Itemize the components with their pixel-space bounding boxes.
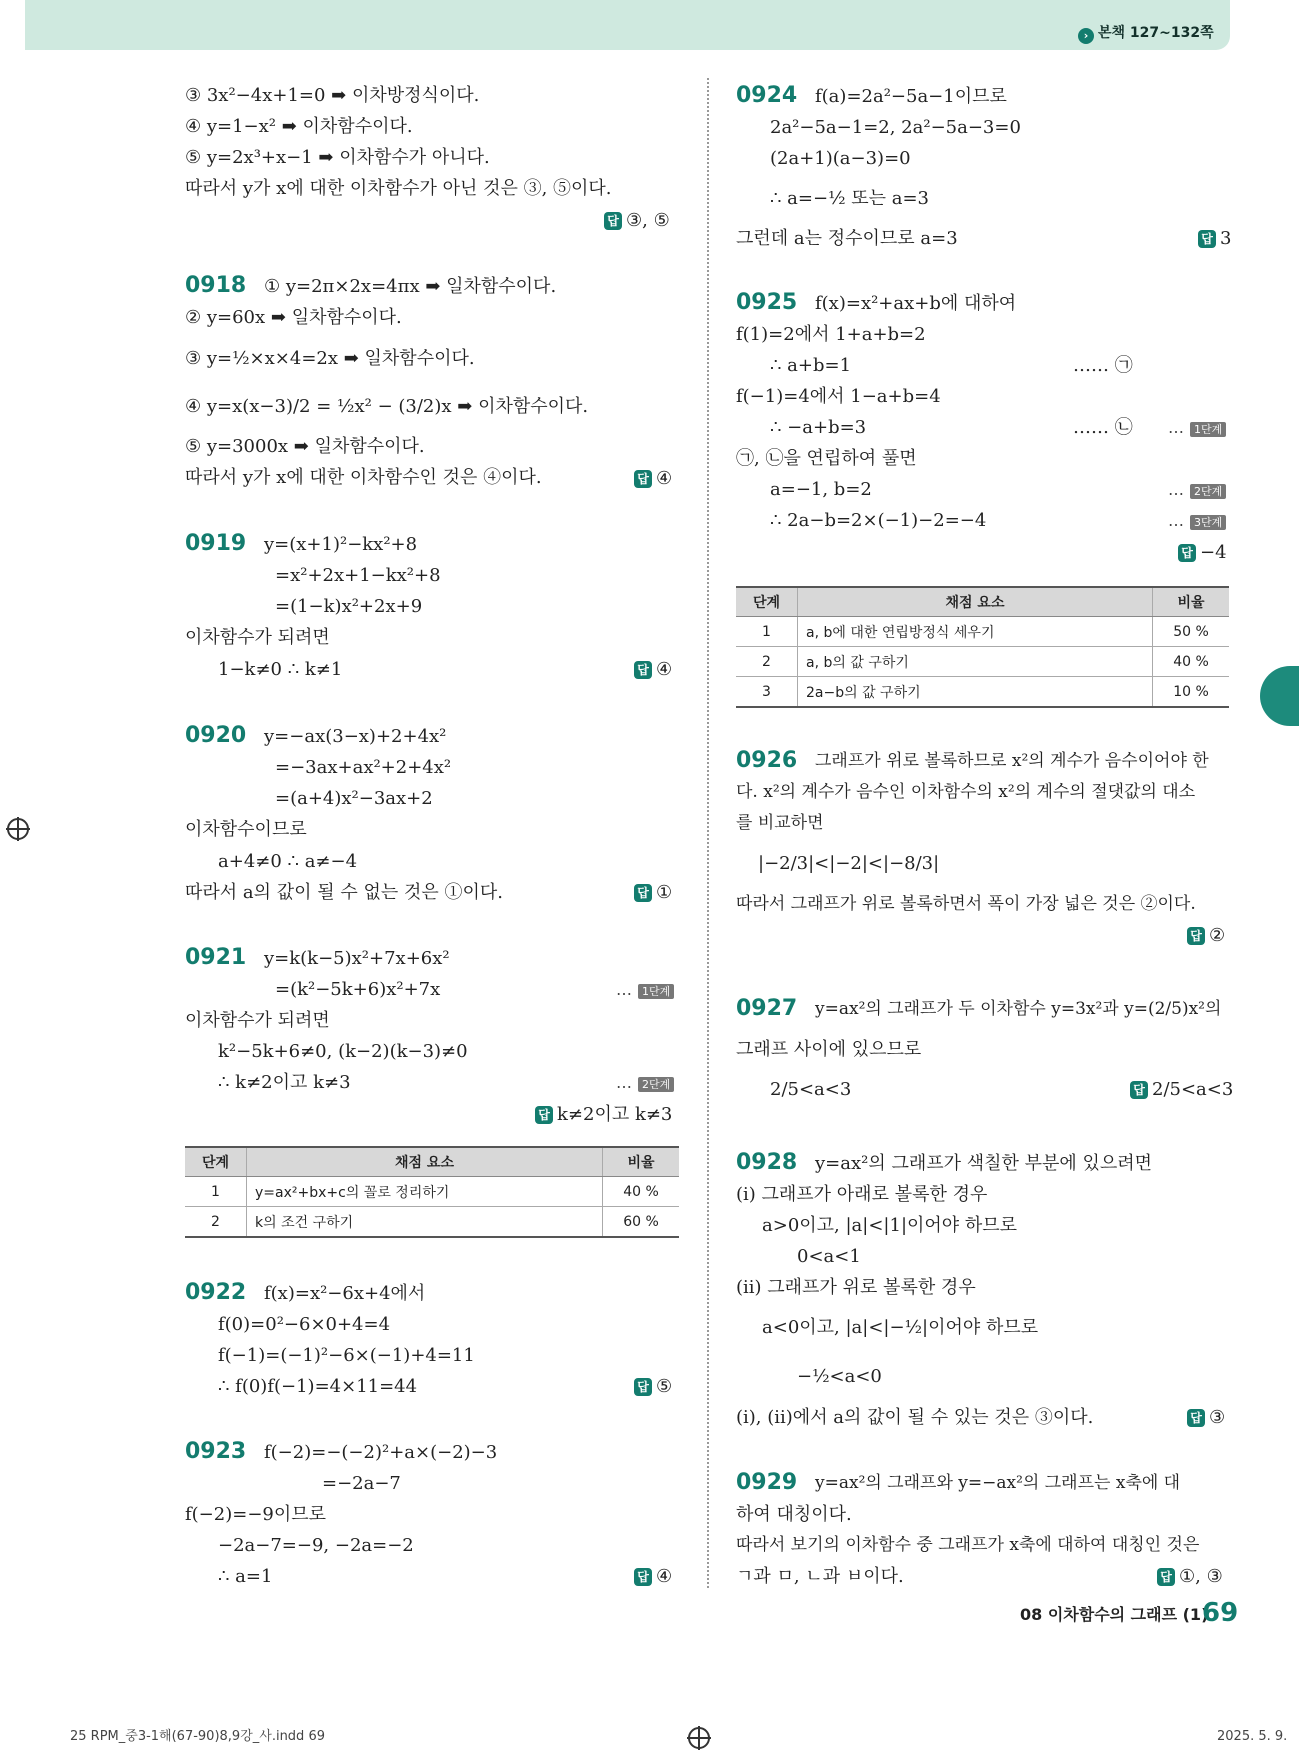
problem-number: 0928 bbox=[736, 1150, 798, 1175]
text-line: y=ax²의 그래프가 색칠한 부분에 있으려면 bbox=[815, 1153, 1153, 1174]
text-line: ⑤ y=3000x ➡ 일차함수이다. bbox=[185, 436, 425, 457]
text-line: f(0)=0²−6×0+4=4 bbox=[218, 1314, 391, 1335]
answer-0918: 답 ④ bbox=[634, 470, 672, 488]
text-line: 1−k≠0 ∴ k≠1 bbox=[218, 659, 343, 680]
problem-number: 0924 bbox=[736, 83, 798, 108]
answer-0921: 답 k≠2이고 k≠3 bbox=[535, 1106, 672, 1124]
problem-number: 0925 bbox=[736, 290, 798, 315]
answer-0926: 답 ② bbox=[1187, 927, 1225, 945]
text-line: (i), (ii)에서 a의 값이 될 수 있는 것은 ③이다. bbox=[736, 1407, 1094, 1428]
text-line: 따라서 그래프가 위로 볼록하면서 폭이 가장 넓은 것은 ②이다. bbox=[736, 894, 1196, 914]
problem-number: 0918 bbox=[185, 273, 247, 298]
text-line: ② y=60x ➡ 일차함수이다. bbox=[185, 307, 402, 328]
equation-label: …… ㉠ bbox=[1073, 355, 1133, 376]
text-line: 이차함수이므로 bbox=[185, 819, 307, 840]
text-line: −2a−7=−9, −2a=−2 bbox=[218, 1535, 414, 1556]
problem-number: 0926 bbox=[736, 748, 798, 773]
registration-mark-icon bbox=[688, 1727, 710, 1749]
text-line: f(−1)=4에서 1−a+b=4 bbox=[736, 386, 941, 407]
text-line: =−3ax+ax²+2+4x² bbox=[275, 757, 452, 778]
text-line: ⑤ y=2x³+x−1 ➡ 이차함수가 아니다. bbox=[185, 147, 490, 168]
text-line: ㄱ과 ㅁ, ㄴ과 ㅂ이다. bbox=[736, 1566, 904, 1587]
text-line: ∴ a=1 bbox=[218, 1566, 273, 1587]
text-line: y=−ax(3−x)+2+4x² bbox=[264, 726, 447, 747]
file-name: 25 RPM_중3-1해(67-90)8,9강_사.indd 69 bbox=[70, 1729, 325, 1744]
table-row: 1 y=ax²+bx+c의 꼴로 정리하기 40 % bbox=[185, 1177, 679, 1207]
text-line: 따라서 y가 x에 대한 이차함수가 아닌 것은 ③, ⑤이다. bbox=[185, 178, 612, 199]
text-line: a<0이고, |a|<|−½|이어야 하므로 bbox=[762, 1317, 1039, 1338]
text-line: 그런데 a는 정수이므로 a=3 bbox=[736, 228, 958, 249]
answer-0925: 답 −4 bbox=[1178, 544, 1227, 562]
text-line: 그래프가 위로 볼록하므로 x²의 계수가 음수이어야 한 bbox=[815, 751, 1209, 771]
problem-number: 0927 bbox=[736, 996, 798, 1021]
text-line: =(a+4)x²−3ax+2 bbox=[275, 788, 433, 809]
text-line: a+4≠0 ∴ a≠−4 bbox=[218, 851, 358, 872]
grading-table-0921: 단계 채점 요소 비율 1 y=ax²+bx+c의 꼴로 정리하기 40 % 2 k의 조건 구하기 60 % bbox=[185, 1146, 679, 1238]
text-line: 이차함수가 되려면 bbox=[185, 627, 330, 648]
text-line: 2/5<a<3 bbox=[770, 1079, 852, 1100]
chapter-title: 08 이차함수의 그래프 (1) bbox=[1020, 1605, 1209, 1624]
answer-0929: 답 ①, ③ bbox=[1157, 1568, 1223, 1586]
text-line: 하여 대칭이다. bbox=[736, 1504, 852, 1525]
answer-0923: 답 ④ bbox=[634, 1568, 672, 1586]
table-row: 3 2a−b의 값 구하기 10 % bbox=[736, 677, 1229, 708]
arrow-icon: › bbox=[1078, 28, 1094, 44]
text-line: f(x)=x²−6x+4에서 bbox=[264, 1283, 426, 1304]
chapter-side-tab bbox=[1260, 666, 1299, 726]
text-line: 그래프 사이에 있으므로 bbox=[736, 1039, 922, 1060]
text-line: y=ax²의 그래프와 y=−ax²의 그래프는 x축에 대 bbox=[815, 1473, 1181, 1493]
answer-0928: 답 ③ bbox=[1187, 1409, 1225, 1427]
problem-number: 0922 bbox=[185, 1280, 247, 1305]
text-line: f(x)=x²+ax+b에 대하여 bbox=[815, 293, 1017, 314]
header-band bbox=[25, 0, 1230, 50]
step-marker: … 2단계 bbox=[616, 1075, 674, 1092]
text-line: =(1−k)x²+2x+9 bbox=[275, 596, 423, 617]
text-line: −½<a<0 bbox=[797, 1366, 882, 1387]
text-line: 2a²−5a−1=2, 2a²−5a−3=0 bbox=[770, 117, 1021, 138]
text-line: (ii) 그래프가 위로 볼록한 경우 bbox=[736, 1277, 976, 1298]
text-line: ∴ −a+b=3 bbox=[770, 417, 867, 438]
table-row: 2 a, b의 값 구하기 40 % bbox=[736, 647, 1229, 677]
text-line: ③ y=½×x×4=2x ➡ 일차함수이다. bbox=[185, 348, 475, 369]
text-line: (i) 그래프가 아래로 볼록한 경우 bbox=[736, 1184, 988, 1205]
text-line: ㉠, ㉡을 연립하여 풀면 bbox=[736, 448, 917, 469]
answer-0919: 답 ④ bbox=[634, 661, 672, 679]
step-marker: … 2단계 bbox=[1168, 482, 1226, 499]
answer-0922: 답 ⑤ bbox=[634, 1378, 672, 1396]
text-line: a>0이고, |a|<|1|이어야 하므로 bbox=[762, 1215, 1018, 1236]
page-number: 69 bbox=[1202, 1598, 1239, 1628]
text-line: 따라서 a의 값이 될 수 없는 것은 ①이다. bbox=[185, 882, 503, 903]
text-line: ∴ k≠2이고 k≠3 bbox=[218, 1072, 351, 1093]
text-line: ④ y=1−x² ➡ 이차함수이다. bbox=[185, 116, 413, 137]
text-line: =−2a−7 bbox=[322, 1473, 401, 1494]
text-line: =(k²−5k+6)x²+7x bbox=[275, 979, 441, 1000]
answer-0920: 답 ① bbox=[634, 884, 672, 902]
table-row: 1 a, b에 대한 연립방정식 세우기 50 % bbox=[736, 617, 1229, 647]
step-marker: … 3단계 bbox=[1168, 513, 1226, 530]
text-line: ∴ f(0)f(−1)=4×11=44 bbox=[218, 1376, 418, 1397]
problem-number: 0920 bbox=[185, 723, 247, 748]
grading-table-0925: 단계 채점 요소 비율 1 a, b에 대한 연립방정식 세우기 50 % 2 a, b의 값 구하기 40 % 3 2a−b의 값 구하기 10 % bbox=[736, 586, 1229, 708]
text-line: f(−2)=−9이므로 bbox=[185, 1504, 327, 1525]
text-line: ④ y=x(x−3)/2 = ½x² − (3/2)x ➡ 이차함수이다. bbox=[185, 396, 589, 417]
text-line: ③ 3x²−4x+1=0 ➡ 이차방정식이다. bbox=[185, 85, 480, 106]
text-line: ∴ 2a−b=2×(−1)−2=−4 bbox=[770, 510, 987, 531]
table-row: 2 k의 조건 구하기 60 % bbox=[185, 1207, 679, 1238]
problem-number: 0929 bbox=[736, 1470, 798, 1495]
step-marker: … 1단계 bbox=[616, 982, 674, 999]
text-line: f(−2)=−(−2)²+a×(−2)−3 bbox=[264, 1442, 498, 1463]
column-divider bbox=[707, 78, 709, 1588]
text-line: y=(x+1)²−kx²+8 bbox=[264, 534, 418, 555]
text-line: ∴ a=−½ 또는 a=3 bbox=[770, 188, 930, 209]
text-line: ∴ a+b=1 bbox=[770, 355, 852, 376]
answer-0927: 답 2/5<a<3 bbox=[1130, 1081, 1233, 1099]
print-date: 2025. 5. 9. bbox=[1217, 1729, 1288, 1744]
text-line: y=k(k−5)x²+7x+6x² bbox=[264, 948, 450, 969]
text-line: ① y=2π×2x=4πx ➡ 일차함수이다. bbox=[264, 276, 557, 297]
equation-label: …… ㉡ bbox=[1073, 417, 1133, 438]
text-line: f(−1)=(−1)²−6×(−1)+4=11 bbox=[218, 1345, 475, 1366]
answer-0924: 답 3 bbox=[1198, 230, 1231, 248]
answer-0917: 답 ③, ⑤ bbox=[604, 212, 670, 230]
text-line: (2a+1)(a−3)=0 bbox=[770, 148, 911, 169]
step-marker: … 1단계 bbox=[1168, 420, 1226, 437]
text-line: 이차함수가 되려면 bbox=[185, 1010, 330, 1031]
text-line: a=−1, b=2 bbox=[770, 479, 872, 500]
text-line: y=ax²의 그래프가 두 이차함수 y=3x²과 y=(2/5)x²의 bbox=[815, 999, 1222, 1019]
text-line: k²−5k+6≠0, (k−2)(k−3)≠0 bbox=[218, 1041, 468, 1062]
text-line: 따라서 y가 x에 대한 이차함수인 것은 ④이다. bbox=[185, 467, 542, 488]
text-line: 0<a<1 bbox=[797, 1246, 861, 1267]
registration-mark-icon bbox=[7, 818, 29, 840]
text-line: 다. x²의 계수가 음수인 이차함수의 x²의 계수의 절댓값의 대소 bbox=[736, 782, 1196, 802]
problem-number: 0923 bbox=[185, 1439, 247, 1464]
problem-number: 0919 bbox=[185, 531, 247, 556]
text-line: =x²+2x+1−kx²+8 bbox=[275, 565, 441, 586]
problem-number: 0921 bbox=[185, 945, 247, 970]
text-line: |−2/3|<|−2|<|−8/3| bbox=[758, 853, 940, 874]
text-line: 따라서 보기의 이차함수 중 그래프가 x축에 대하여 대칭인 것은 bbox=[736, 1535, 1200, 1555]
text-line: 를 비교하면 bbox=[736, 813, 824, 833]
textbook-reference: › 본책 127~132쪽 bbox=[1078, 22, 1214, 44]
text-line: f(a)=2a²−5a−1이므로 bbox=[815, 86, 1007, 107]
text-line: f(1)=2에서 1+a+b=2 bbox=[736, 324, 926, 345]
